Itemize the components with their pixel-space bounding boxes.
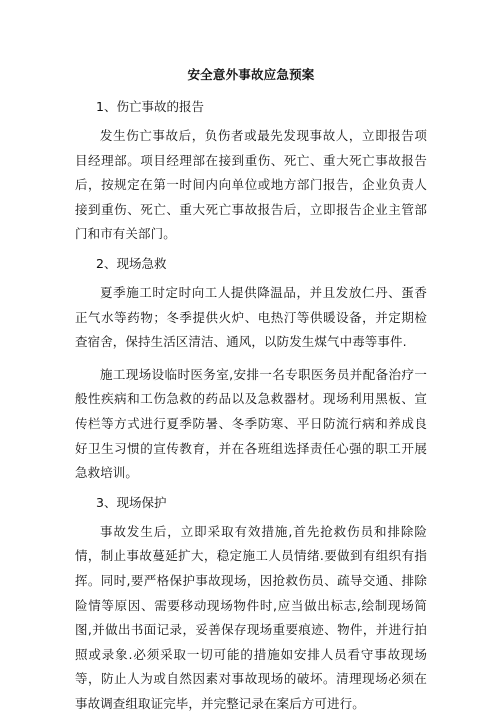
document-title: 安全意外事故应急预案 <box>187 67 315 82</box>
paragraph: 夏季施工时定时向工人提供降温品，并且发放仁丹、蛋香正气水等药物；冬季提供火炉、电热汀等供暖设备，并定期检查宿舍，保持生活区清洁、通风，以防发生煤气中毒等事件. <box>75 284 427 350</box>
section-heading: 2、现场急救 <box>96 255 167 271</box>
document-page <box>75 66 427 724</box>
section-first-aid <box>75 255 427 486</box>
section-injury-report <box>75 98 427 247</box>
paragraph: 施工现场设临时医务室,安排一名专职医务员并配备治疗一般性疾病和工伤急救的药品以及急救器材。现场利用黑板、宣传栏等方式进行夏季防暑、冬季防寒、平日防流行病和养成良好卫生习惯的宣传教育，并在各班组选择责任心强的职工开展急救培训。 <box>75 366 427 481</box>
paragraph: 发生伤亡事故后，负伤者或最先发现事故人，立即报告项目经理部。项目经理部在接到重伤、死亡、重大死亡事故报告后，按规定在第一时间内向单位或地方部门报告，企业负责人接到重伤、死亡、重大死亡事故报告后，立即报告企业主管部门和市有关部门。 <box>75 128 427 242</box>
section-heading: 3、现场保护 <box>96 494 167 510</box>
paragraph: 事故发生后，立即采取有效措施,首先抢救伤员和排除险情，制止事故蔓延扩大，稳定施工人员情绪.要做到有组织有指挥。同时,要严格保护事故现场，因抢救伤员、疏导交通、排除险情等原因、需要移动现场物件时,应当做出标志,绘制现场简图,并做出书面记录，妥善保存现场重要痕迹、物件，并进行拍照或录象.必须采取一切可能的措施如安排人员看守事故现场等，防止人为或自然因素对事故现场的破坏。清理现场必须在事故调查组取证完毕，并完整记录在案后方可进行。 <box>75 523 427 711</box>
section-scene-protection <box>75 494 427 717</box>
section-heading: 1、伤亡事故的报告 <box>96 99 204 114</box>
